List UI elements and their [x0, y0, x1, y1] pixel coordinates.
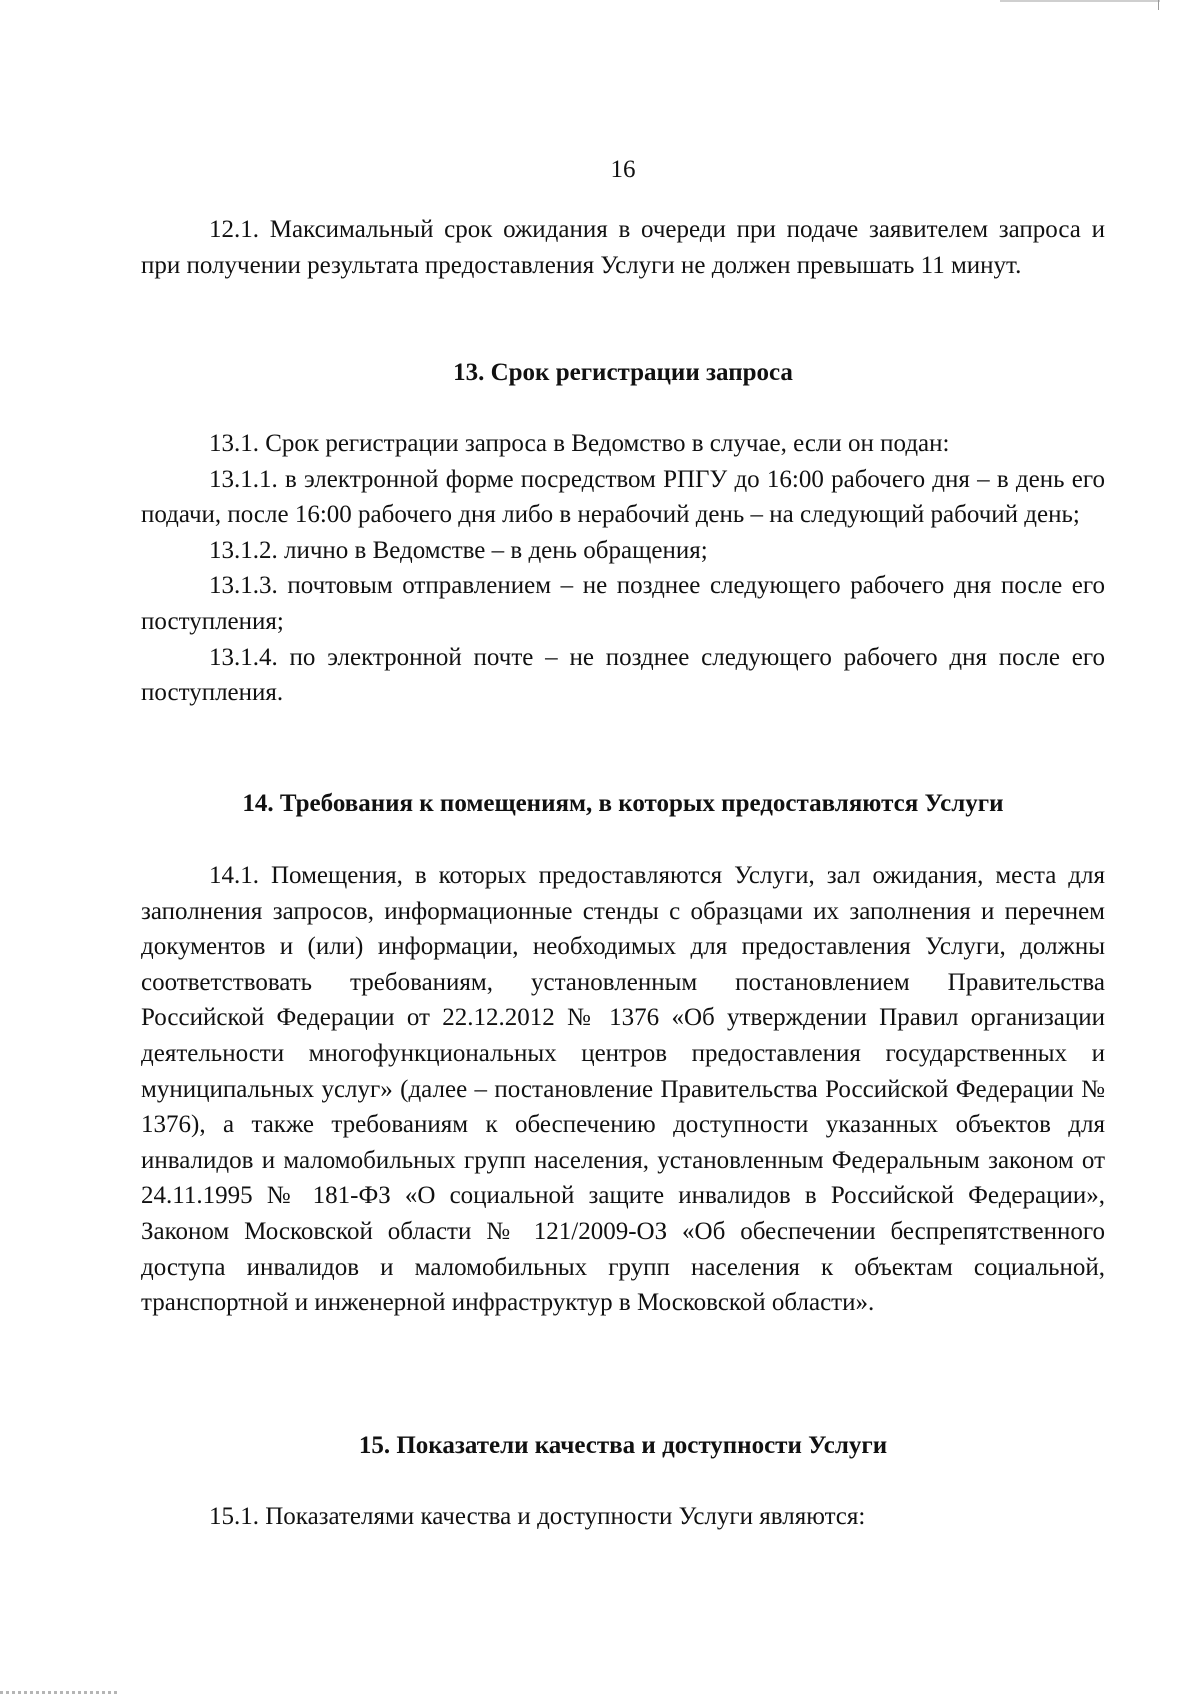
paragraph-13-1-2: 13.1.2. лично в Ведомстве – в день обращения; [209, 536, 708, 564]
paragraph-13-1: 13.1. Срок регистрации запроса в Ведомство в случае, если он подан: [209, 430, 950, 457]
paragraph-12-1: 12.1. Максимальный срок ожидания в очереди при подаче заявителем запроса и при получении результата предоставления Услуги не должен превышать 11 минут. [141, 216, 1105, 279]
scan-edge-tick [1158, 0, 1159, 10]
paragraph-15-1: 15.1. Показателями качества и доступности Услуги являются: [209, 1503, 866, 1530]
paragraph-14-1: 14.1. Помещения, в которых предоставляются Услуги, зал ожидания, места для заполнения запросов, информационные стенды с образцами их заполнения и перечнем документов и (или) информации, необходимых для предоставления Услуги, должны соответствовать требованиям, установленным постановлением Правительства Российской Федерации от 22.12.2012 № 1376 «Об утверждении Правил организации деятельности многофункциональных центров предоставления государственных и муниципальных услуг» (далее – постановление Правительства Российской Федерации № 1376), а также требованиям к обеспечению доступности указанных объектов для инвалидов и маломобильных групп населения, установленным Федеральным законом от 24.11.1995 № 181-ФЗ «О социальной защите инвалидов в Российской Федерации», Законом Московской области № 121/2009-ОЗ «Об обеспечении беспрепятственного доступа инвалидов и маломобильных групп населения к объектам социальной, транспортной и инженерной инфраструктур в Московской области». [141, 862, 1105, 1317]
scan-edge-mark [1000, 0, 1160, 2]
section-14-body [141, 858, 1105, 1321]
section-15-heading: 15. Показатели качества и доступности Услуги [358, 1432, 888, 1459]
section-15-body [141, 1499, 1105, 1535]
paragraph-13-1-1: 13.1.1. в электронной форме посредством РПГУ до 16:00 рабочего дня – в день его подачи, после 16:00 рабочего дня либо в нерабочий день – на следующий рабочий день; [141, 465, 1105, 529]
section-13-heading: 13. Срок регистрации запроса [453, 359, 793, 386]
section-14-heading: 14. Требования к помещениям, в которых предоставляются Услуги [242, 790, 1004, 817]
paragraph-13-1-4: 13.1.4. по электронной почте – не позднее следующего рабочего дня после его поступления. [141, 643, 1105, 707]
paragraph-13-1-3: 13.1.3. почтовым отправлением – не позднее следующего рабочего дня после его поступления; [141, 572, 1105, 635]
section-13-body [141, 426, 1105, 711]
section-12-body [141, 212, 1105, 283]
page-number: 16 [610, 156, 636, 183]
